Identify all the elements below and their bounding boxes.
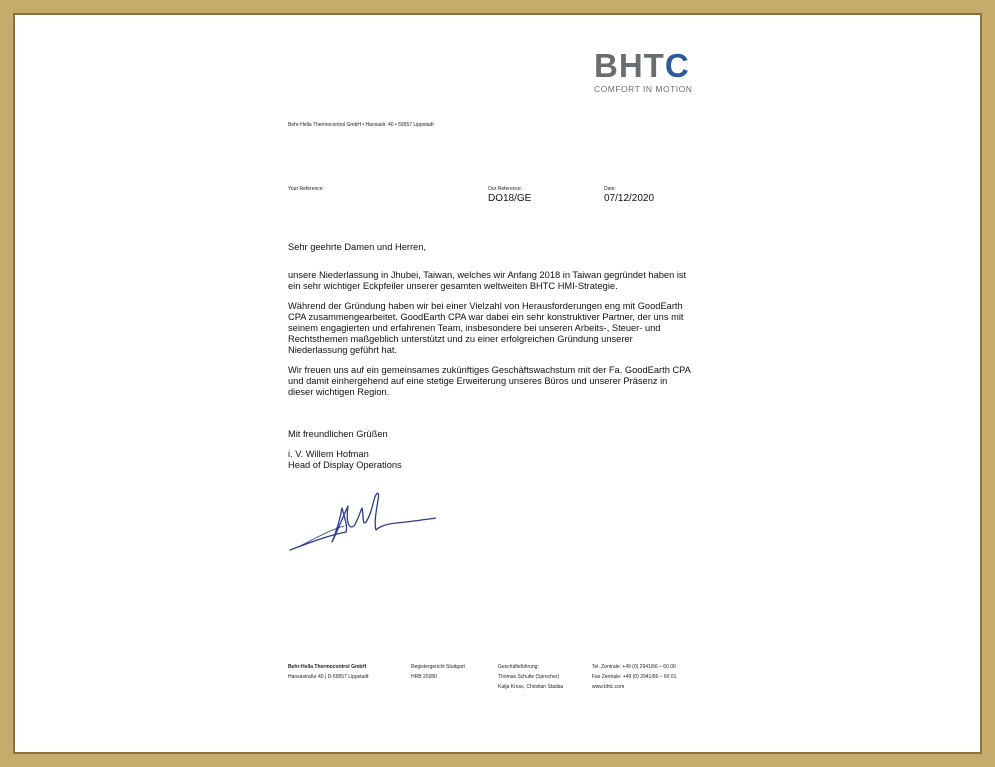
footer-company-address: Hansastraße 40 | D-59557 Lippstadt xyxy=(288,674,369,680)
bhtc-logo xyxy=(594,49,704,94)
footer-management-label: Geschäftsführung: xyxy=(498,664,539,670)
footer-fax: Fax Zentrale: +49 (0) 2941/66 – 60 01 xyxy=(592,674,677,680)
footer-web: www.bhtc.com xyxy=(592,684,625,690)
date-value: 07/12/2020 xyxy=(604,193,655,204)
footer-register xyxy=(411,662,465,682)
signer-title: Head of Display Operations xyxy=(288,460,402,470)
signer-block xyxy=(288,449,402,471)
logo-accent-letter: C xyxy=(664,47,690,84)
footer-register-number: HRB 20280 xyxy=(411,674,437,680)
footer-company-name: Behr-Hella Thermocontrol GmbH xyxy=(288,664,367,670)
salutation: Sehr geehrte Damen und Herren, xyxy=(288,242,426,252)
paragraph-2: Während der Gründung haben wir bei einer Vielzahl von Herausforderungen eng mit GoodEarth CPA zusammengearbeitet. GoodEarth CPA war dabei ein sehr konstruktiver Partner, der uns mit seinem engagierten und erfahrenen Team, insbesondere bei unseren Arbeits-, Steuer- und Rechtsthemen maßgeblich unterstützt und zu einer erfolgreichen Gründung unserer Niederlassung geführt hat. xyxy=(288,301,684,355)
closing-greeting: Mit freundlichen Grüßen xyxy=(288,429,388,439)
footer-management-line2: Katja Kross, Christian Stadau xyxy=(498,684,564,690)
our-reference-value: DO18/GE xyxy=(488,193,532,204)
footer-company xyxy=(288,662,369,682)
logo-wordmark: BHTC xyxy=(594,47,690,84)
footer-management xyxy=(498,662,563,692)
your-reference-label: Your Reference: xyxy=(288,186,324,192)
footer-management-line1: Thomas Schulte (Sprecher) xyxy=(498,674,560,680)
signer-name: i. V. Willem Hofman xyxy=(288,449,369,459)
footer-phone: Tel. Zentrale: +49 (0) 2941/66 – 60 00 xyxy=(592,664,676,670)
date-label: Date: xyxy=(604,186,616,192)
handwritten-signature xyxy=(286,486,436,556)
footer-register-court: Registergericht Stuttgart xyxy=(411,664,465,670)
sender-address-line: Behr-Hella Thermocontrol GmbH • Hansastr. 40 • 59557 Lippstadt xyxy=(288,122,434,128)
our-reference-label: Our Reference: xyxy=(488,186,523,192)
paragraph-3: Wir freuen uns auf ein gemeinsames zukünftiges Geschäftswachstum mit der Fa. GoodEarth CPA und damit einhergehend auf eine stetige Erweiterung unseres Büros und unserer Präsenz in dieser wichtigen Region. xyxy=(288,365,691,397)
footer-contact xyxy=(592,662,676,692)
letter-body xyxy=(288,242,693,407)
logo-tagline: COMFORT IN MOTION xyxy=(594,84,693,94)
paragraph-1: unsere Niederlassung in Jhubei, Taiwan, welches wir Anfang 2018 in Taiwan gegründet haben ist ein sehr wichtiger Eckpfeiler unserer gesamten weltweiten BHTC HMI-Strategie. xyxy=(288,270,687,291)
